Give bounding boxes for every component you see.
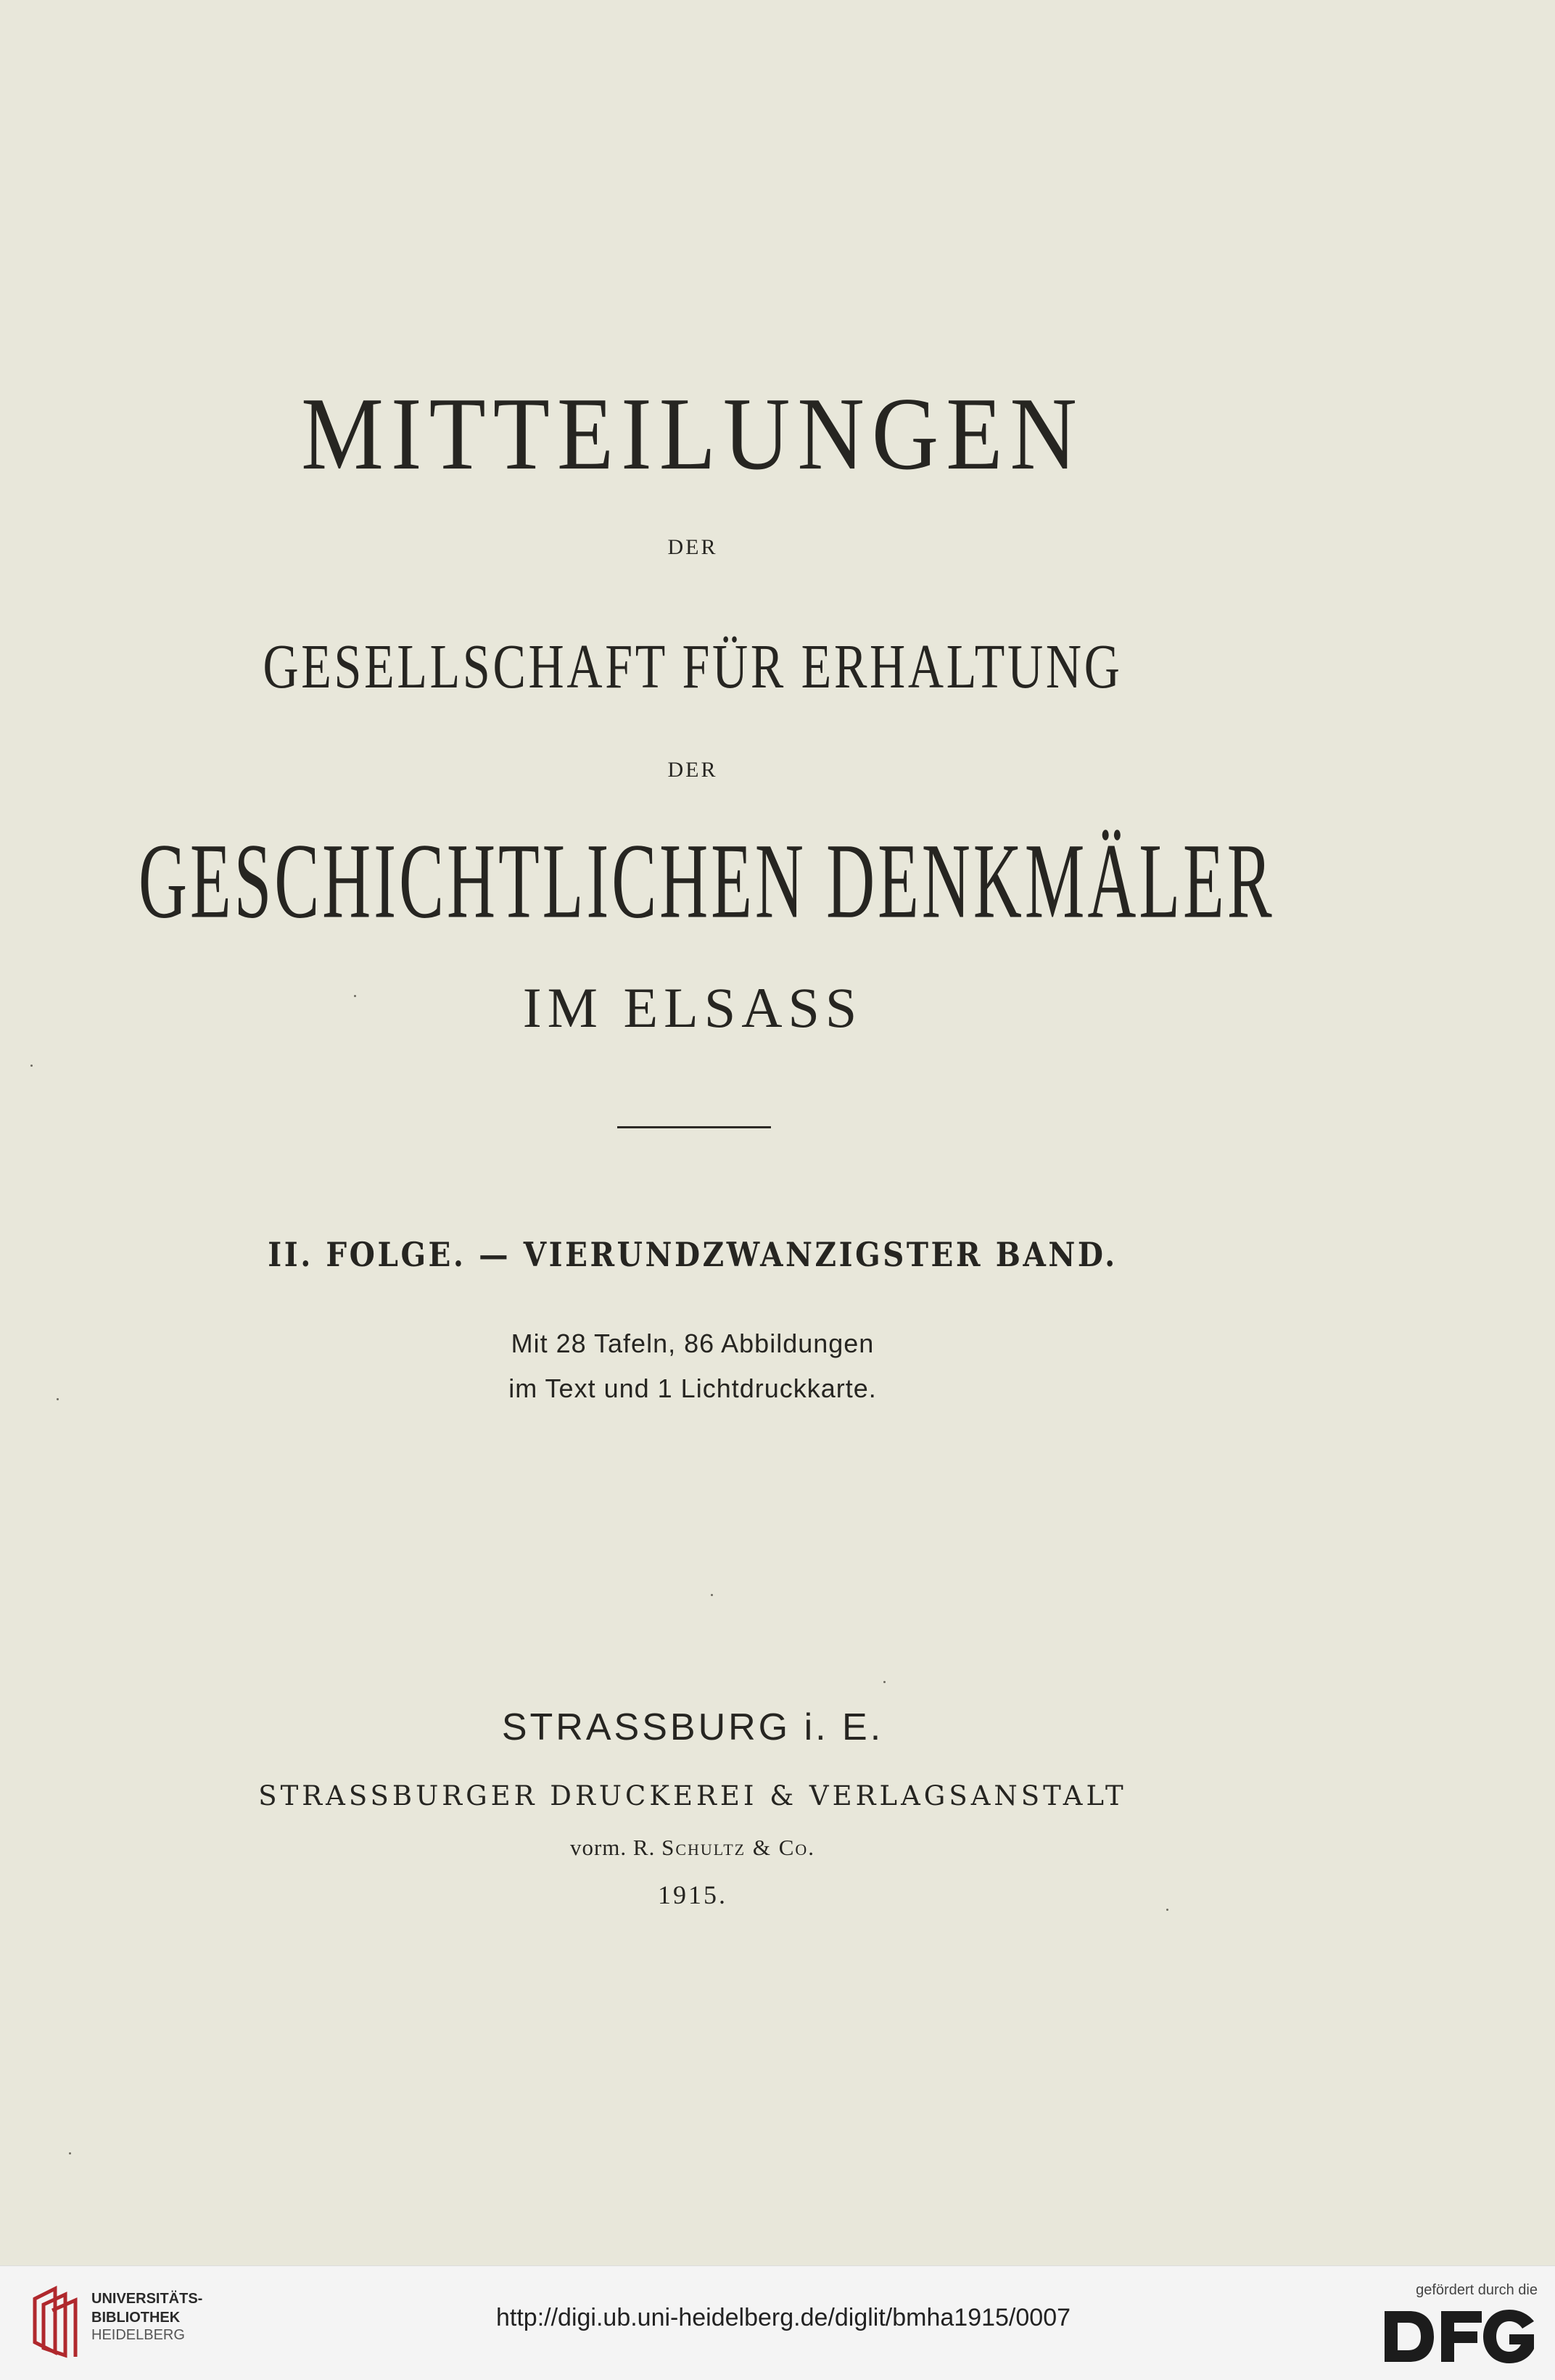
plates-line-1: Mit 28 Tafeln, 86 Abbildungen [511, 1329, 875, 1358]
dfg-logo [1382, 2307, 1538, 2366]
plates-line-2: im Text und 1 Lichtdruckkarte. [508, 1373, 877, 1403]
university-library-logo [30, 2286, 81, 2358]
paper-speck [711, 1594, 713, 1596]
der-line-1: DER [667, 535, 718, 559]
der-line-2: DER [667, 758, 718, 782]
volume-line: II. FOLGE. — VIERUNDZWANZIGSTER BAND. [268, 1235, 1118, 1274]
library-name-line-3: HEIDELBERG [91, 2327, 185, 2343]
publisher-former-name: Schultz & Co. [661, 1835, 816, 1860]
publisher-former-line [0, 1835, 1385, 1861]
permalink-url[interactable]: http://digi.ub.uni-heidelberg.de/diglit/bmha1915/0007 [495, 2304, 1071, 2331]
paper-speck [883, 1681, 886, 1683]
library-name-line-2: BIBLIOTHEK [91, 2310, 181, 2326]
publisher-former-prefix: vorm. R. [569, 1835, 662, 1860]
region-line: IM ELSASS [522, 976, 863, 1039]
society-line: GESELLSCHAFT FÜR ERHALTUNG [263, 632, 1123, 703]
title-mitteilungen: MITTEILUNGEN [301, 376, 1084, 492]
library-name-line-1: UNIVERSITÄTS- [91, 2291, 203, 2307]
paper-speck [354, 995, 356, 997]
paper-speck [69, 2152, 71, 2154]
paper-speck [30, 1065, 33, 1067]
horizontal-rule [617, 1126, 771, 1128]
city-line: STRASSBURG i. E. [501, 1706, 884, 1748]
year-line: 1915. [658, 1880, 727, 1909]
paper-speck [57, 1398, 59, 1400]
monuments-line: GESCHICHTLICHEN DENKMÄLER [139, 822, 1275, 941]
viewer-footer [0, 2265, 1555, 2380]
publisher-line: STRASSBURGER DRUCKEREI & VERLAGSANSTALT [258, 1780, 1127, 1811]
funding-caption: gefördert durch die [1416, 2282, 1538, 2298]
paper-speck [1166, 1909, 1168, 1911]
